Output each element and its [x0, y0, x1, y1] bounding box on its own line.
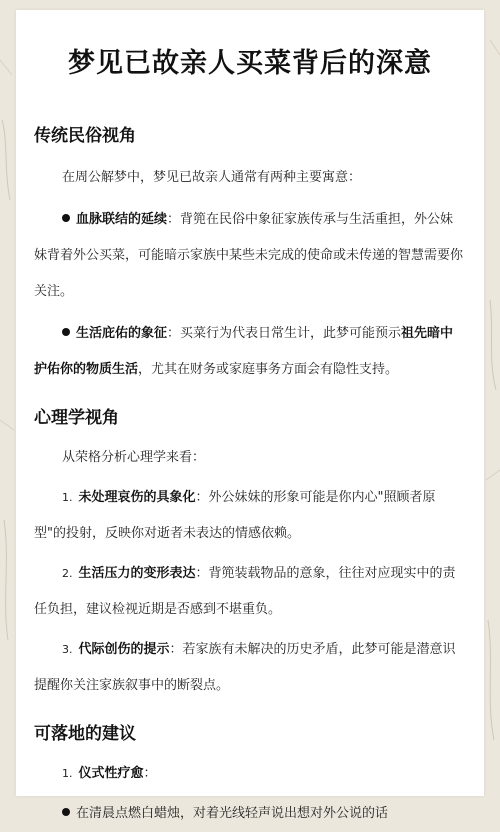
item-text-continued: ，尤其在财务或家庭事务方面会有隐性支持。	[138, 362, 399, 377]
section-actionable-advice	[34, 722, 466, 832]
item-number: 1.	[62, 491, 73, 504]
list-item	[34, 632, 466, 704]
list-item	[34, 556, 466, 628]
item-bold-label: 未处理哀伤的具象化	[78, 490, 196, 505]
item-bold-label: 仪式性疗愈	[78, 766, 144, 781]
section-heading: 心理学视角	[34, 408, 119, 428]
item-number: 2.	[62, 567, 73, 580]
article-content	[16, 124, 484, 832]
section-traditional-folklore	[34, 124, 466, 388]
article-card	[16, 10, 484, 821]
item-bold-label: 生活庇佑的象征	[76, 326, 168, 341]
item-bold-label: 生活压力的变形表达	[78, 566, 196, 581]
item-bold-highlight: 祖先暗中护佑你的物质生活	[34, 326, 454, 377]
section-heading: 传统民俗视角	[34, 126, 136, 146]
section-heading: 可落地的建议	[34, 724, 136, 744]
item-text: ：外公妹妹的形象可能是你内心"照顾者原型"的投射，反映你对逝者未表达的情感依赖。	[34, 490, 436, 541]
bullet-icon	[62, 328, 70, 336]
item-text: ：若家族有未解决的历史矛盾，此梦可能是潜意识提醒你关注家族叙事中的断裂点。	[34, 642, 456, 693]
bullet-icon	[62, 214, 70, 222]
item-number: 3.	[62, 643, 73, 656]
list-item	[34, 796, 466, 832]
item-text: ：	[143, 766, 157, 781]
item-text: ：背篼装载物品的意象，往往对应现实中的责任负担，建议检视近期是否感到不堪重负。	[34, 566, 456, 617]
section-intro: 从荣格分析心理学来看：	[62, 450, 206, 465]
item-text: ：买菜行为代表日常生计，此梦可能预示	[167, 326, 402, 341]
item-bold-label: 血脉联结的延续	[76, 212, 168, 227]
list-item	[34, 316, 466, 388]
list-item	[34, 756, 466, 792]
item-text: ：背篼在民俗中象征家族传承与生活重担，外公妹妹背着外公买菜，可能暗示家族中某些未完成的使命或未传递的智慧需要你关注。	[34, 212, 464, 299]
list-item	[34, 202, 466, 310]
item-number: 1.	[62, 767, 73, 780]
section-psychology	[34, 406, 466, 704]
list-item	[34, 480, 466, 552]
item-text: 在清晨点燃白蜡烛，对着光线轻声说出想对外公说的话	[76, 806, 389, 821]
page-title: 梦见已故亲人买菜背后的深意	[68, 48, 432, 79]
section-intro: 在周公解梦中，梦见已故亲人通常有两种主要寓意：	[62, 170, 362, 185]
bullet-icon	[62, 808, 70, 816]
item-bold-label: 代际创伤的提示	[78, 642, 170, 657]
